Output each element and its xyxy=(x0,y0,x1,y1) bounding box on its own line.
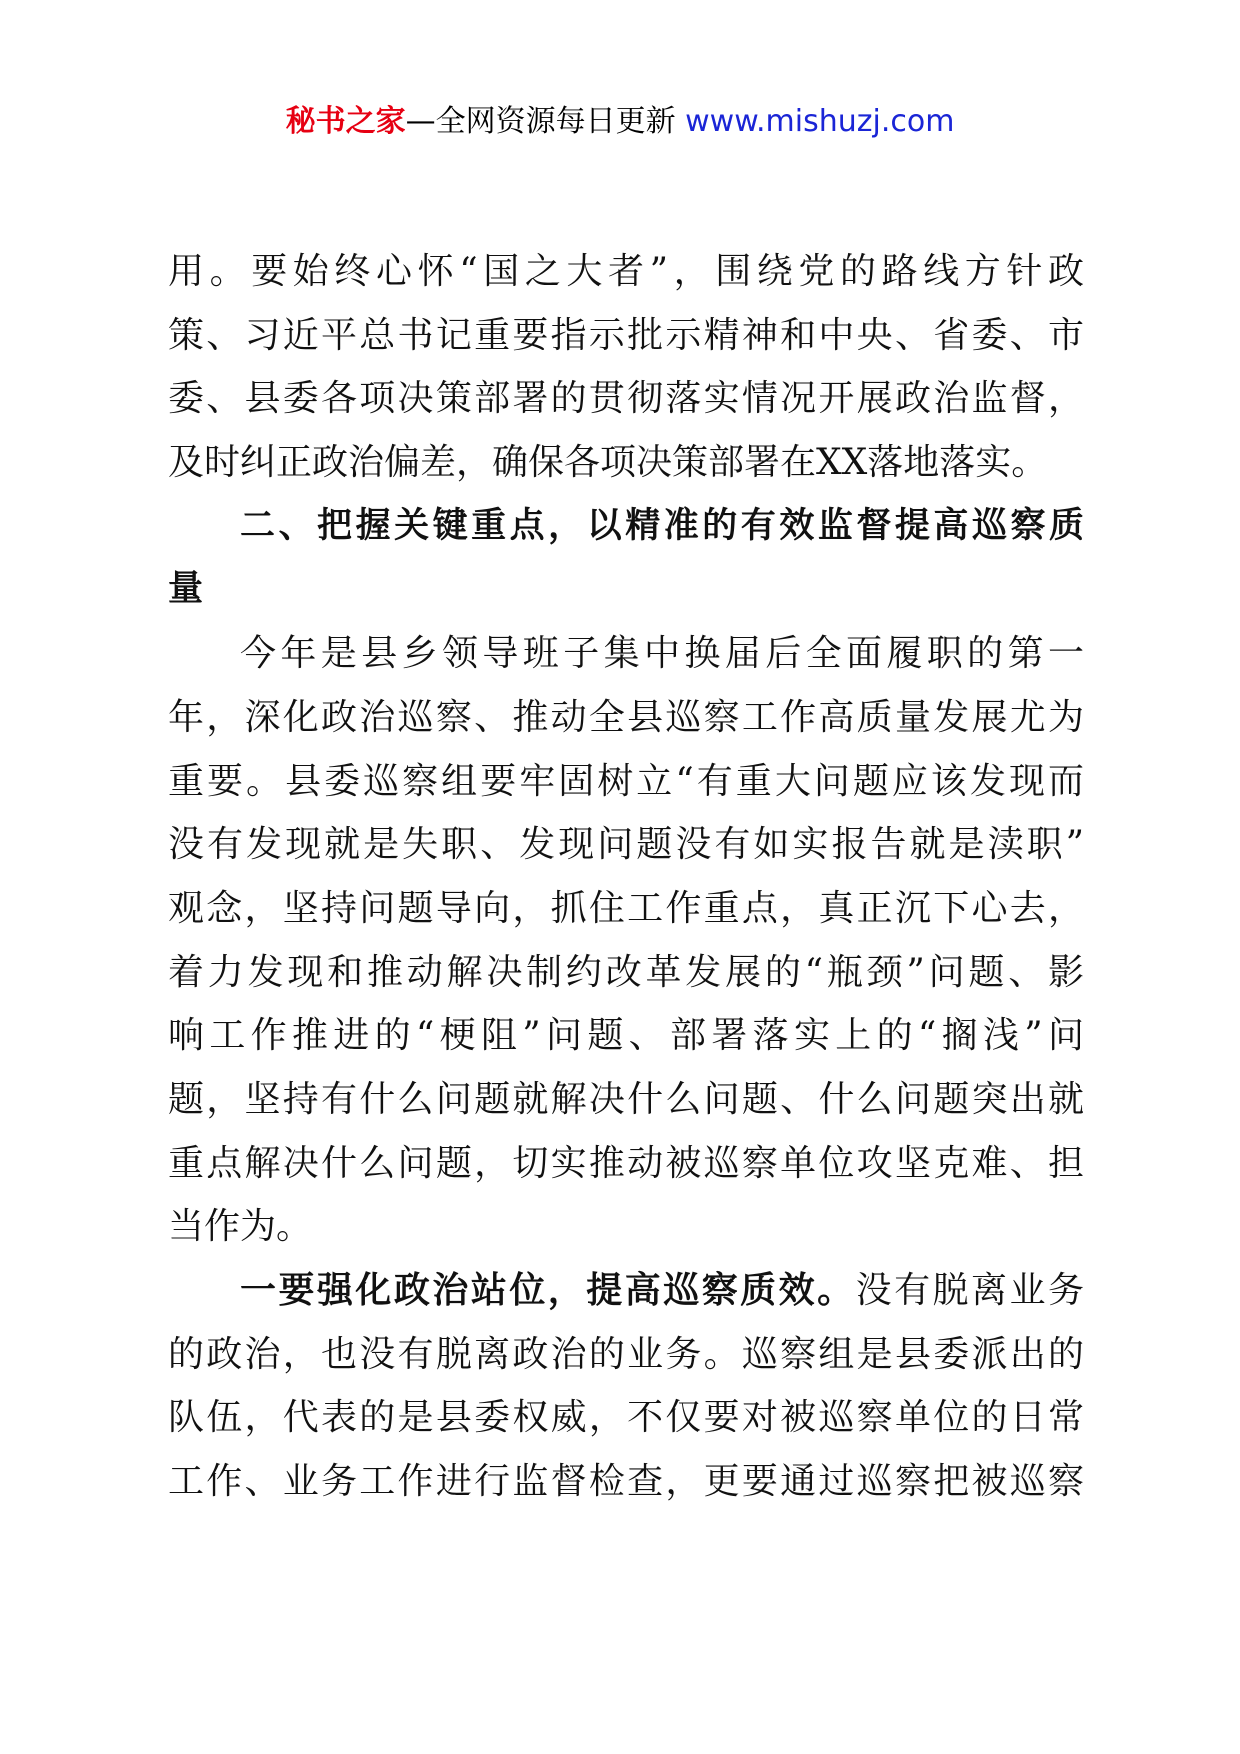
body-line: 委、县委各项决策部署的贯彻落实情况开展政治监督， xyxy=(168,378,1084,420)
document-body xyxy=(168,240,1084,1514)
body-line: 用。要始终心怀“国之大者”，围绕党的路线方针政 xyxy=(168,251,1084,292)
body-line: 工作、业务工作进行监督检查，更要通过巡察把被巡察 xyxy=(168,1461,1084,1503)
body-line: 策、习近平总书记重要指示批示精神和中央、省委、市 xyxy=(168,314,1084,356)
body-line: 今年是县乡领导班子集中换届后全面履职的第一 xyxy=(240,633,1084,675)
body-line: 着力发现和推动解决制约改革发展的“瓶颈”问题、影 xyxy=(168,951,1084,993)
paragraph-lead-rest: 没有脱离业务 xyxy=(855,1270,1084,1311)
section-heading-continued: 量 xyxy=(168,569,204,610)
header-url[interactable]: www.mishuzj.com xyxy=(685,104,955,139)
header-tagline: —全网资源每日更新 xyxy=(405,104,686,139)
body-line: 年，深化政治巡察、推动全县巡察工作高质量发展尤为 xyxy=(168,696,1084,738)
body-line: 没有发现就是失职、发现问题没有如实报告就是渎职” xyxy=(168,824,1084,866)
body-line: 的政治，也没有脱离政治的业务。巡察组是县委派出的 xyxy=(168,1333,1084,1375)
body-line: 队伍，代表的是县委权威，不仅要对被巡察单位的日常 xyxy=(168,1397,1084,1439)
body-line-with-lead xyxy=(168,1259,1084,1323)
body-line: 观念，坚持问题导向，抓住工作重点，真正沉下心去， xyxy=(168,887,1084,929)
body-line: 题，坚持有什么问题就解决什么问题、什么问题突出就 xyxy=(168,1078,1084,1120)
body-line: 响工作推进的“梗阻”问题、部署落实上的“搁浅”问 xyxy=(168,1015,1084,1057)
header-brand: 秘书之家 xyxy=(285,104,406,139)
paragraph-lead: 一要强化政治站位，提高巡察质效。 xyxy=(240,1269,856,1311)
body-line: 当作为。 xyxy=(168,1206,313,1248)
page-header xyxy=(0,100,1240,144)
section-heading: 二、把握关键重点，以精准的有效监督提高巡察质 xyxy=(240,505,1084,546)
body-line: 及时纠正政治偏差，确保各项决策部署在XX落地落实。 xyxy=(168,442,1048,484)
body-line: 重要。县委巡察组要牢固树立“有重大问题应该发现而 xyxy=(168,760,1084,802)
body-line: 重点解决什么问题，切实推动被巡察单位攻坚克难、担 xyxy=(168,1142,1084,1184)
